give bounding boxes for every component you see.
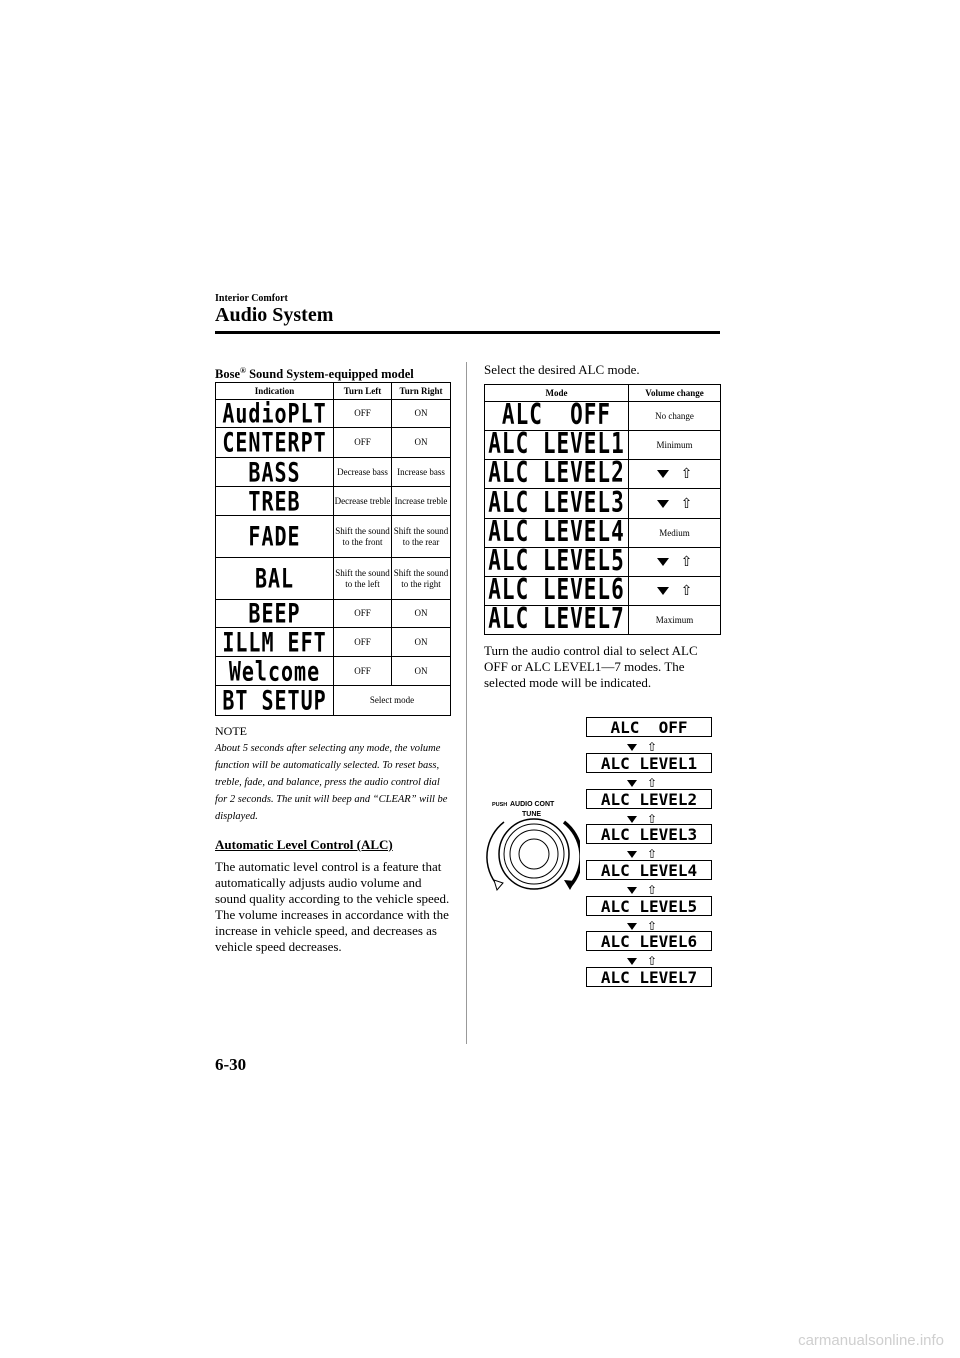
turn-right-cell: ON — [392, 428, 451, 458]
diagram-lcd: ALC LEVEL6 — [586, 931, 712, 951]
diagram-lcd: ALC LEVEL3 — [586, 824, 712, 844]
indication-cell: ILLM EFT — [216, 628, 334, 657]
turn-left-cell: OFF — [334, 628, 392, 657]
diagram-arrows — [627, 848, 657, 860]
turn-right-cell: ON — [392, 628, 451, 657]
table-row — [216, 487, 451, 516]
volume-change-cell — [629, 548, 721, 577]
mode-cell: ALC LEVEL6 — [485, 577, 629, 606]
arrow-up-outline-icon: ⇧ — [647, 740, 658, 754]
indication-cell: AudioPLT — [216, 400, 334, 428]
turn-left-cell: Shift the sound to the front — [334, 516, 392, 558]
arrow-up-outline-icon: ⇧ — [647, 954, 658, 968]
header-turn-left: Turn Left — [334, 383, 392, 400]
table-row — [485, 431, 721, 460]
mode-cell: ALC LEVEL7 — [485, 606, 629, 635]
table-row — [216, 458, 451, 487]
diagram-arrows — [627, 955, 657, 967]
indication-cell: BEEP — [216, 600, 334, 628]
mode-cell: ALC LEVEL1 — [485, 431, 629, 460]
diagram-arrows — [627, 777, 657, 789]
mode-cell: ALC LEVEL4 — [485, 519, 629, 548]
diagram-lcd: ALC LEVEL2 — [586, 789, 712, 809]
title-rule — [215, 331, 720, 334]
volume-change-cell: Minimum — [629, 431, 721, 460]
bose-heading: Bose® Sound System-equipped model — [215, 366, 414, 382]
table-row — [216, 400, 451, 428]
arrow-down-icon — [627, 851, 637, 858]
arrow-down-icon — [627, 958, 637, 965]
turn-right-cell: ON — [392, 657, 451, 686]
diagram-arrows — [627, 884, 657, 896]
select-mode-cell: Select mode — [334, 686, 451, 716]
table-row — [216, 428, 451, 458]
arrow-down-icon — [627, 887, 637, 894]
page-title: Audio System — [215, 304, 334, 326]
alc-dial-diagram — [484, 708, 720, 998]
arrow-up-outline-icon: ⇧ — [647, 812, 658, 826]
header-indication: Indication — [216, 383, 334, 400]
arrow-down-icon — [657, 558, 669, 566]
arrow-down-icon — [627, 780, 637, 787]
dial-push-label: PUSH — [492, 802, 508, 808]
alc-instruction: Turn the audio control dial to select ALC OFF or ALC LEVEL1―7 modes. The selected mode will be indicated. — [484, 643, 698, 690]
dial-audio-cont-label: AUDIO CONT — [510, 801, 555, 808]
volume-change-cell — [629, 577, 721, 606]
arrow-down-icon — [657, 470, 669, 478]
arrow-up-outline-icon: ⇧ — [680, 583, 693, 599]
header-turn-right: Turn Right — [392, 383, 451, 400]
table-row — [216, 516, 451, 558]
table-row — [216, 657, 451, 686]
arrow-down-icon — [627, 816, 637, 823]
table-row — [216, 686, 451, 716]
note-text: About 5 seconds after selecting any mode, the volume function will be automatically selected. To reset bass, treble, fade, and balance, press the audio control dial for 2 seconds. The unit will beep and “CLEAR” will be displayed. — [215, 743, 448, 822]
arrow-up-outline-icon: ⇧ — [680, 495, 693, 512]
arrow-up-outline-icon: ⇧ — [647, 847, 658, 861]
diagram-lcd: ALC LEVEL4 — [586, 860, 712, 880]
turn-right-cell: Shift the sound to the rear — [392, 516, 451, 558]
table-row — [485, 460, 721, 489]
volume-change-cell: Medium — [629, 519, 721, 548]
arrow-down-icon — [627, 923, 637, 930]
table-row — [485, 606, 721, 635]
table-row — [216, 558, 451, 600]
arrow-up-outline-icon: ⇧ — [680, 466, 693, 482]
volume-change-cell: No change — [629, 402, 721, 431]
arrow-up-outline-icon: ⇧ — [647, 776, 658, 790]
left-column — [215, 362, 450, 955]
indication-cell: FADE — [216, 516, 334, 558]
section-label: Interior Comfort — [215, 293, 288, 304]
turn-right-cell: Increase bass — [392, 458, 451, 487]
turn-right-cell: ON — [392, 600, 451, 628]
arrow-down-icon — [627, 744, 637, 751]
arrow-up-outline-icon: ⇧ — [680, 554, 693, 570]
turn-right-cell: ON — [392, 400, 451, 428]
bose-table — [215, 382, 451, 716]
turn-left-cell: Decrease bass — [334, 458, 392, 487]
indication-cell: CENTERPT — [216, 428, 334, 458]
table-row — [485, 519, 721, 548]
turn-left-cell: OFF — [334, 600, 392, 628]
indication-cell: Welcome — [216, 657, 334, 686]
indication-cell: BASS — [216, 458, 334, 487]
volume-change-cell — [629, 489, 721, 519]
turn-right-cell: Shift the sound to the right — [392, 558, 451, 600]
mode-cell: ALC OFF — [485, 402, 629, 431]
turn-left-cell: OFF — [334, 400, 392, 428]
volume-change-cell — [629, 460, 721, 489]
turn-left-cell: Decrease treble — [334, 487, 392, 516]
dial-tune-label: TUNE — [522, 811, 542, 818]
indication-cell: BAL — [216, 558, 334, 600]
arrow-down-icon — [657, 500, 669, 508]
indication-cell: TREB — [216, 487, 334, 516]
alc-heading: Automatic Level Control (ALC) — [215, 837, 393, 852]
arrow-up-outline-icon: ⇧ — [647, 883, 658, 897]
table-row — [485, 577, 721, 606]
table-row — [485, 548, 721, 577]
turn-right-cell: Increase treble — [392, 487, 451, 516]
table-row — [216, 600, 451, 628]
page-number: 6-30 — [215, 1055, 247, 1074]
diagram-arrows — [627, 741, 657, 753]
turn-left-cell: OFF — [334, 428, 392, 458]
indication-cell: BT SETUP — [216, 686, 334, 716]
arrow-down-icon — [657, 587, 669, 595]
header-mode: Mode — [485, 385, 629, 402]
diagram-lcd: ALC OFF — [586, 717, 712, 737]
diagram-lcd: ALC LEVEL5 — [586, 896, 712, 916]
table-row — [485, 402, 721, 431]
mode-cell: ALC LEVEL3 — [485, 489, 629, 519]
table-row — [216, 628, 451, 657]
header-volume-change: Volume change — [629, 385, 721, 402]
alc-volume-description: The volume increases in accordance with the increase in vehicle speed, and decreases as vehicle speed decreases. — [215, 907, 449, 954]
watermark: carmanualsonline.info — [798, 1332, 944, 1349]
column-divider — [466, 362, 467, 1044]
mode-cell: ALC LEVEL5 — [485, 548, 629, 577]
diagram-lcd: ALC LEVEL1 — [586, 753, 712, 773]
volume-change-cell: Maximum — [629, 606, 721, 635]
arrow-up-outline-icon: ⇧ — [647, 919, 658, 933]
turn-left-cell: OFF — [334, 657, 392, 686]
note-label: NOTE — [215, 724, 247, 738]
table-row — [485, 489, 721, 519]
audio-control-dial-icon — [484, 794, 580, 906]
alc-select-intro: Select the desired ALC mode. — [484, 362, 640, 377]
mode-cell: ALC LEVEL2 — [485, 460, 629, 489]
right-column — [484, 362, 720, 691]
diagram-lcd: ALC LEVEL7 — [586, 967, 712, 987]
alc-description: The automatic level control is a feature that automatically adjusts audio volume and sound quality according to the vehicle speed. — [215, 859, 450, 906]
turn-left-cell: Shift the sound to the left — [334, 558, 392, 600]
alc-mode-table — [484, 384, 721, 635]
